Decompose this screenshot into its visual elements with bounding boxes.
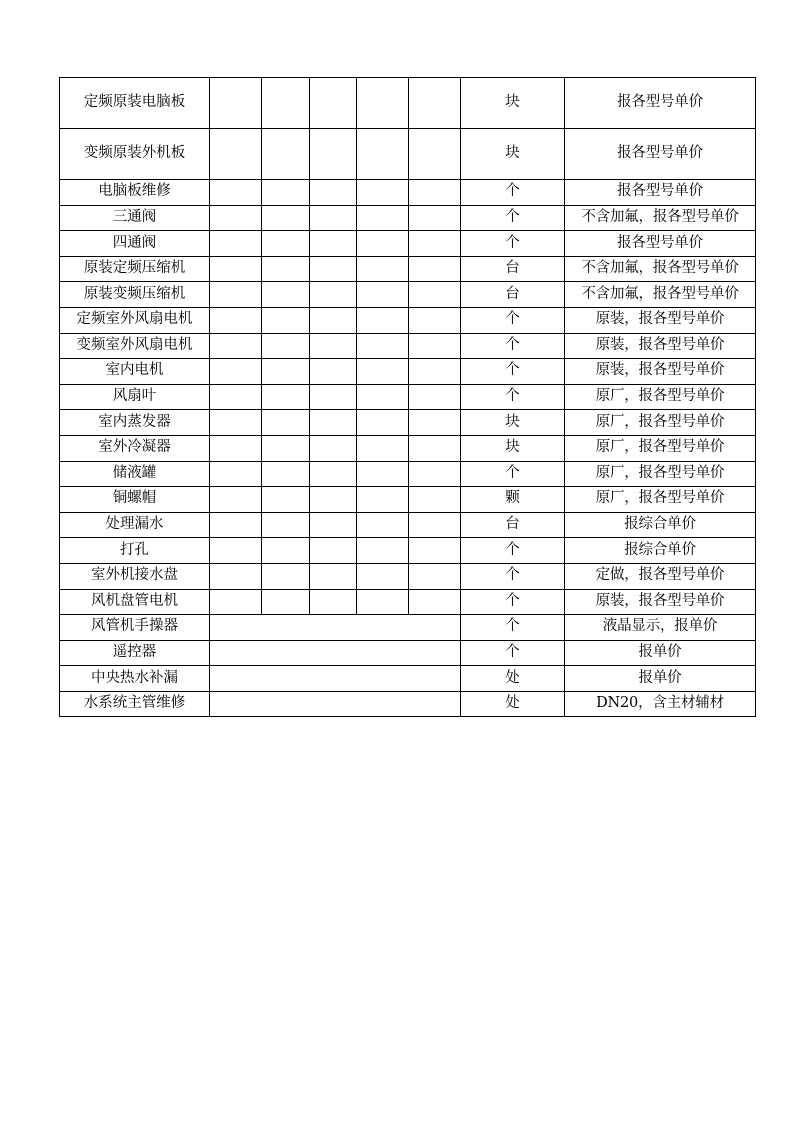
item-name-cell: 水系统主管维修: [60, 691, 210, 717]
note-cell: 报综合单价: [565, 512, 756, 538]
item-name-cell: 风扇叶: [60, 384, 210, 410]
blank-price-cell: [210, 333, 262, 359]
table-row: [60, 512, 756, 538]
blank-price-cell: [310, 461, 357, 487]
blank-price-cell: [310, 512, 357, 538]
blank-price-cell: [310, 205, 357, 231]
blank-price-cell: [357, 487, 409, 513]
blank-price-cell: [210, 435, 262, 461]
table-row: [60, 333, 756, 359]
blank-price-cell: [357, 256, 409, 282]
item-name-cell: 室内蒸发器: [60, 410, 210, 436]
table-row: [60, 307, 756, 333]
item-name-cell: 电脑板维修: [60, 180, 210, 206]
blank-price-cell: [210, 410, 262, 436]
note-cell: 原装，报各型号单价: [565, 359, 756, 385]
blank-price-cell: [310, 256, 357, 282]
unit-cell: 块: [461, 410, 565, 436]
blank-price-cell: [210, 666, 461, 692]
blank-price-cell: [409, 231, 461, 257]
table-row: [60, 410, 756, 436]
item-name-cell: 处理漏水: [60, 512, 210, 538]
blank-price-cell: [210, 640, 461, 666]
blank-price-cell: [409, 461, 461, 487]
table-row: [60, 180, 756, 206]
blank-price-cell: [262, 231, 310, 257]
blank-price-cell: [310, 410, 357, 436]
unit-cell: 台: [461, 282, 565, 308]
unit-cell: 个: [461, 640, 565, 666]
blank-price-cell: [409, 359, 461, 385]
note-cell: 原厂，报各型号单价: [565, 410, 756, 436]
table-row: [60, 666, 756, 692]
blank-price-cell: [409, 129, 461, 180]
blank-price-cell: [409, 384, 461, 410]
blank-price-cell: [409, 487, 461, 513]
blank-price-cell: [210, 359, 262, 385]
blank-price-cell: [210, 256, 262, 282]
blank-price-cell: [310, 307, 357, 333]
table-row: [60, 487, 756, 513]
note-cell: 报各型号单价: [565, 129, 756, 180]
blank-price-cell: [310, 333, 357, 359]
unit-cell: 个: [461, 231, 565, 257]
blank-price-cell: [409, 538, 461, 564]
blank-price-cell: [310, 538, 357, 564]
table-row: [60, 563, 756, 589]
unit-cell: 个: [461, 307, 565, 333]
blank-price-cell: [262, 307, 310, 333]
item-name-cell: 打孔: [60, 538, 210, 564]
blank-price-cell: [409, 512, 461, 538]
blank-price-cell: [310, 231, 357, 257]
blank-price-cell: [262, 512, 310, 538]
blank-price-cell: [262, 359, 310, 385]
price-table: [59, 77, 756, 717]
blank-price-cell: [310, 487, 357, 513]
blank-price-cell: [210, 487, 262, 513]
blank-price-cell: [310, 180, 357, 206]
note-cell: 报单价: [565, 666, 756, 692]
blank-price-cell: [357, 563, 409, 589]
table-row: [60, 589, 756, 615]
table-row: [60, 538, 756, 564]
unit-cell: 处: [461, 691, 565, 717]
item-name-cell: 遥控器: [60, 640, 210, 666]
blank-price-cell: [262, 129, 310, 180]
blank-price-cell: [357, 231, 409, 257]
blank-price-cell: [210, 78, 262, 129]
blank-price-cell: [409, 589, 461, 615]
blank-price-cell: [357, 538, 409, 564]
blank-price-cell: [210, 691, 461, 717]
blank-price-cell: [357, 384, 409, 410]
blank-price-cell: [409, 282, 461, 308]
note-cell: 报各型号单价: [565, 231, 756, 257]
blank-price-cell: [409, 307, 461, 333]
note-cell: 原厂，报各型号单价: [565, 487, 756, 513]
table-row: [60, 231, 756, 257]
blank-price-cell: [210, 205, 262, 231]
blank-price-cell: [310, 589, 357, 615]
unit-cell: 块: [461, 78, 565, 129]
blank-price-cell: [262, 256, 310, 282]
item-name-cell: 风机盘管电机: [60, 589, 210, 615]
blank-price-cell: [409, 256, 461, 282]
blank-price-cell: [262, 180, 310, 206]
unit-cell: 个: [461, 205, 565, 231]
blank-price-cell: [409, 205, 461, 231]
blank-price-cell: [357, 282, 409, 308]
item-name-cell: 四通阀: [60, 231, 210, 257]
blank-price-cell: [310, 563, 357, 589]
blank-price-cell: [310, 129, 357, 180]
blank-price-cell: [210, 615, 461, 641]
blank-price-cell: [210, 384, 262, 410]
blank-price-cell: [262, 589, 310, 615]
item-name-cell: 原装定频压缩机: [60, 256, 210, 282]
unit-cell: 块: [461, 435, 565, 461]
blank-price-cell: [409, 563, 461, 589]
note-cell: 不含加氟，报各型号单价: [565, 282, 756, 308]
table-row: [60, 691, 756, 717]
blank-price-cell: [262, 205, 310, 231]
blank-price-cell: [210, 307, 262, 333]
blank-price-cell: [210, 512, 262, 538]
blank-price-cell: [357, 78, 409, 129]
blank-price-cell: [409, 435, 461, 461]
blank-price-cell: [310, 384, 357, 410]
item-name-cell: 定频原装电脑板: [60, 78, 210, 129]
blank-price-cell: [357, 359, 409, 385]
table-row: [60, 256, 756, 282]
note-cell: 不含加氟，报各型号单价: [565, 205, 756, 231]
unit-cell: 颗: [461, 487, 565, 513]
blank-price-cell: [262, 487, 310, 513]
blank-price-cell: [357, 129, 409, 180]
item-name-cell: 中央热水补漏: [60, 666, 210, 692]
table-row: [60, 78, 756, 129]
unit-cell: 个: [461, 180, 565, 206]
blank-price-cell: [409, 180, 461, 206]
blank-price-cell: [210, 231, 262, 257]
blank-price-cell: [210, 129, 262, 180]
blank-price-cell: [357, 461, 409, 487]
blank-price-cell: [210, 589, 262, 615]
table-row: [60, 640, 756, 666]
unit-cell: 个: [461, 384, 565, 410]
note-cell: 原厂，报各型号单价: [565, 461, 756, 487]
blank-price-cell: [210, 538, 262, 564]
table-row: [60, 615, 756, 641]
item-name-cell: 定频室外风扇电机: [60, 307, 210, 333]
table-row: [60, 384, 756, 410]
blank-price-cell: [310, 282, 357, 308]
blank-price-cell: [262, 333, 310, 359]
blank-price-cell: [262, 410, 310, 436]
note-cell: 不含加氟，报各型号单价: [565, 256, 756, 282]
blank-price-cell: [310, 78, 357, 129]
note-cell: 液晶显示，报单价: [565, 615, 756, 641]
blank-price-cell: [357, 435, 409, 461]
note-cell: 原厂，报各型号单价: [565, 384, 756, 410]
table-row: [60, 129, 756, 180]
unit-cell: 个: [461, 589, 565, 615]
item-name-cell: 室内电机: [60, 359, 210, 385]
unit-cell: 台: [461, 256, 565, 282]
unit-cell: 处: [461, 666, 565, 692]
table-row: [60, 435, 756, 461]
note-cell: 报各型号单价: [565, 78, 756, 129]
unit-cell: 个: [461, 615, 565, 641]
blank-price-cell: [262, 78, 310, 129]
unit-cell: 个: [461, 359, 565, 385]
table-row: [60, 359, 756, 385]
table-row: [60, 205, 756, 231]
blank-price-cell: [310, 359, 357, 385]
blank-price-cell: [409, 410, 461, 436]
note-cell: 报各型号单价: [565, 180, 756, 206]
note-cell: 原装，报各型号单价: [565, 589, 756, 615]
blank-price-cell: [262, 538, 310, 564]
blank-price-cell: [357, 589, 409, 615]
blank-price-cell: [262, 435, 310, 461]
note-cell: 定做，报各型号单价: [565, 563, 756, 589]
note-cell: DN20，含主材辅材: [565, 691, 756, 717]
blank-price-cell: [262, 563, 310, 589]
unit-cell: 台: [461, 512, 565, 538]
blank-price-cell: [357, 205, 409, 231]
table-body: [60, 78, 756, 717]
unit-cell: 个: [461, 563, 565, 589]
blank-price-cell: [357, 512, 409, 538]
item-name-cell: 三通阀: [60, 205, 210, 231]
note-cell: 报单价: [565, 640, 756, 666]
blank-price-cell: [262, 282, 310, 308]
unit-cell: 个: [461, 461, 565, 487]
blank-price-cell: [210, 180, 262, 206]
blank-price-cell: [210, 563, 262, 589]
unit-cell: 个: [461, 538, 565, 564]
unit-cell: 块: [461, 129, 565, 180]
blank-price-cell: [357, 307, 409, 333]
item-name-cell: 风管机手操器: [60, 615, 210, 641]
blank-price-cell: [409, 78, 461, 129]
blank-price-cell: [409, 333, 461, 359]
item-name-cell: 铜螺帽: [60, 487, 210, 513]
note-cell: 原装，报各型号单价: [565, 333, 756, 359]
note-cell: 原厂，报各型号单价: [565, 435, 756, 461]
unit-cell: 个: [461, 333, 565, 359]
blank-price-cell: [210, 282, 262, 308]
item-name-cell: 变频室外风扇电机: [60, 333, 210, 359]
item-name-cell: 室外机接水盘: [60, 563, 210, 589]
note-cell: 报综合单价: [565, 538, 756, 564]
blank-price-cell: [210, 461, 262, 487]
blank-price-cell: [357, 333, 409, 359]
blank-price-cell: [262, 384, 310, 410]
table-row: [60, 282, 756, 308]
blank-price-cell: [262, 461, 310, 487]
note-cell: 原装，报各型号单价: [565, 307, 756, 333]
item-name-cell: 变频原装外机板: [60, 129, 210, 180]
item-name-cell: 储液罐: [60, 461, 210, 487]
blank-price-cell: [357, 410, 409, 436]
blank-price-cell: [357, 180, 409, 206]
table-row: [60, 461, 756, 487]
blank-price-cell: [310, 435, 357, 461]
item-name-cell: 原装变频压缩机: [60, 282, 210, 308]
item-name-cell: 室外冷凝器: [60, 435, 210, 461]
